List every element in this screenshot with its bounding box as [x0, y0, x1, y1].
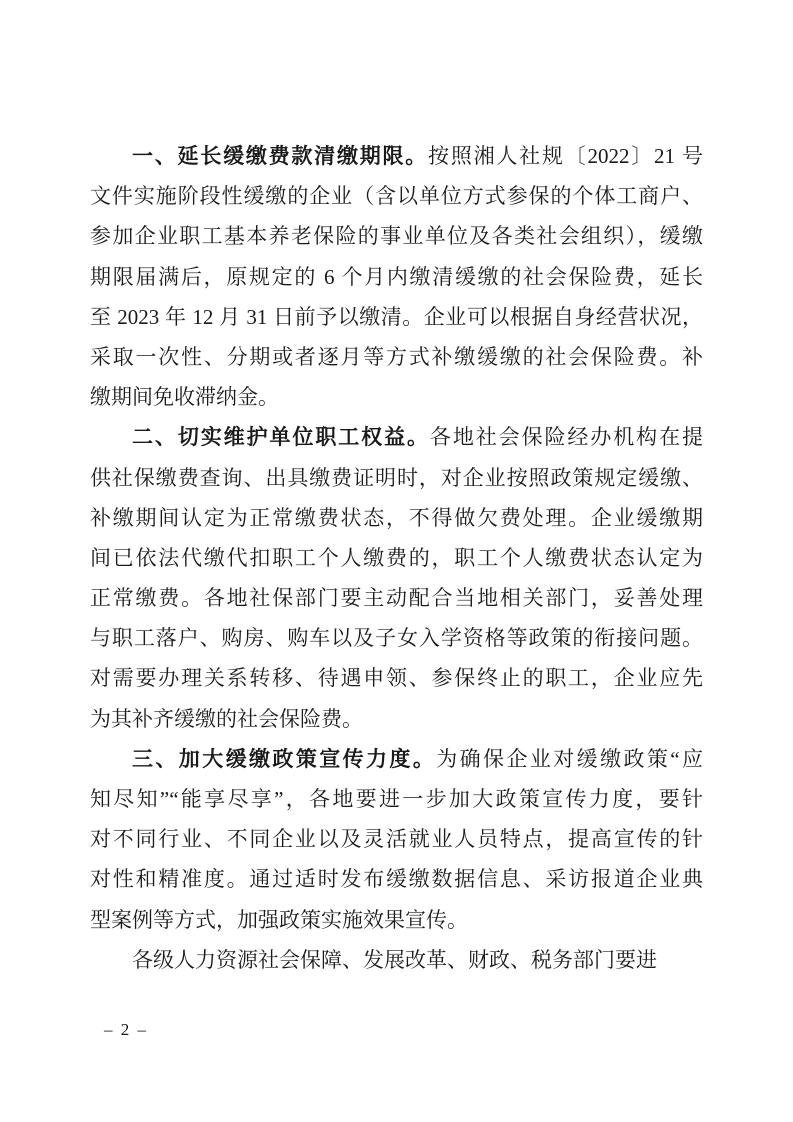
text-line: 知尽知”“能享尽享”，各地要进一步加大政策宣传力度，要针: [90, 787, 703, 811]
section-heading: 三、加大缓缴政策宣传力度。: [132, 747, 437, 771]
text-line: 三、加大缓缴政策宣传力度。为确保企业对缓缴政策“应: [132, 746, 703, 771]
text-line: 补缴期间认定为正常缴费状态，不得做欠费处理。企业缓缴期: [90, 505, 703, 530]
text-line: 对需要办理关系转移、待遇申领、参保终止的职工，企业应先: [90, 666, 703, 691]
text-line: 至 2023 年 12 月 31 日前予以缴清。企业可以根据自身经营状况，: [90, 304, 703, 329]
text-line: 采取一次性、分期或者逐月等方式补缴缓缴的社会保险费。补: [90, 344, 703, 369]
section-heading: 二、切实维护单位职工权益。: [132, 426, 430, 450]
page-number: – 2 –: [104, 1020, 148, 1039]
text-line: 供社保缴费查询、出具缴费证明时，对企业按照政策规定缓缴、: [90, 465, 703, 490]
section-heading: 一、延长缓缴费款清缴期限。: [132, 145, 429, 168]
text-line: 文件实施阶段性缓缴的企业（含以单位方式参保的个体工商户、: [90, 184, 703, 209]
text-line: 一、延长缓缴费款清缴期限。按照湘人社规〔2022〕21 号: [132, 144, 703, 168]
text-line: 型案例等方式，加强政策实施效果宣传。: [90, 907, 468, 932]
text-line: 参加企业职工基本养老保险的事业单位及各类社会组织），缓缴: [90, 224, 703, 249]
document-body: [90, 136, 703, 980]
text-line: 间已依法代缴代扣职工个人缴费的，职工个人缴费状态认定为: [90, 545, 703, 570]
text-line: 对性和精准度。通过适时发布缓缴数据信息、采访报道企业典: [90, 867, 703, 892]
text-line: 缴期间免收滞纳金。: [90, 385, 279, 410]
text-line: 二、切实维护单位职工权益。各地社会保险经办机构在提: [132, 425, 703, 450]
text-line: 各级人力资源社会保障、发展改革、财政、税务部门要进: [132, 947, 657, 972]
text-line: 为其补齐缓缴的社会保险费。: [90, 706, 363, 731]
text-line: 正常缴费。各地社保部门要主动配合当地相关部门，妥善处理: [90, 586, 703, 611]
text-line: 期限届满后，原规定的 6 个月内缴清缓缴的社会保险费，延长: [90, 264, 703, 289]
text-line: 与职工落户、购房、购车以及子女入学资格等政策的衔接问题。: [90, 626, 703, 651]
text-line: 对不同行业、不同企业以及灵活就业人员特点，提高宣传的针: [90, 827, 703, 852]
